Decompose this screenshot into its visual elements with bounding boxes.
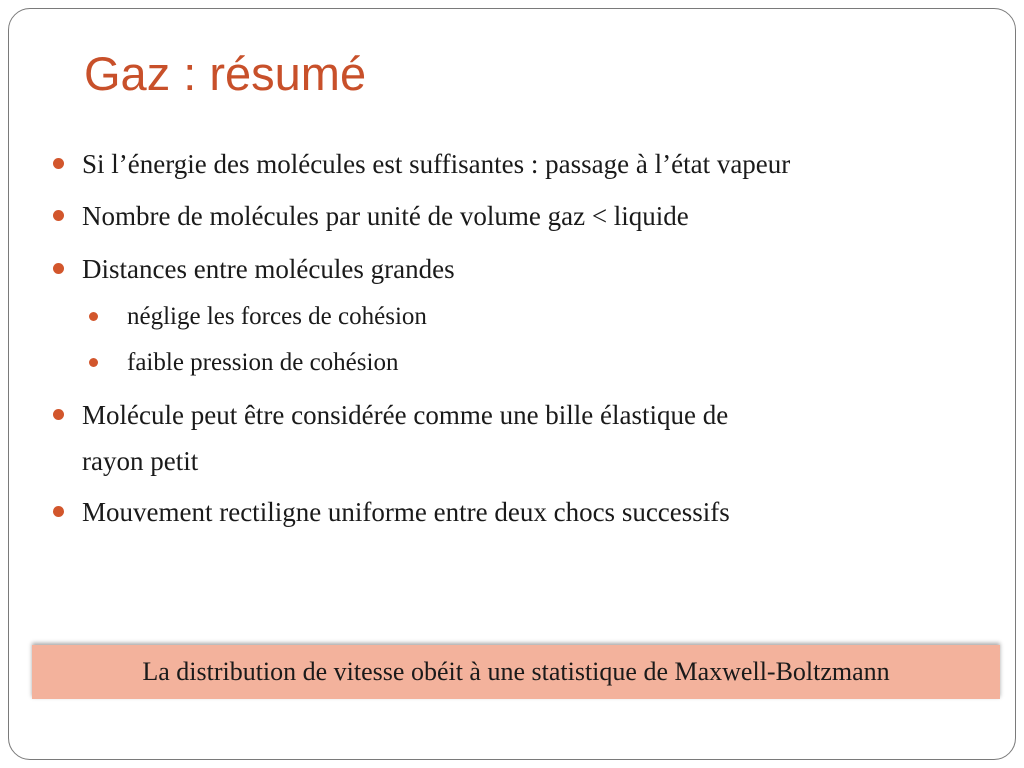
bullet-item [82,392,728,484]
bullet-icon [53,263,64,274]
bullet-icon [53,506,64,517]
bullet-item [82,193,689,239]
slide-title: Gaz : résumé [84,47,367,100]
bullet-text: Nombre de molécules par unité de volume gaz < liquide [82,201,689,231]
bullet-text: Distances entre molécules grandes [82,254,455,284]
bullet-item [82,246,455,292]
bullet-text: Si l’énergie des molécules est suffisantes : passage à l’état vapeur [82,149,791,179]
bullet-icon [53,158,64,169]
sub-bullet-item [127,343,398,383]
bullet-text-line-1: Molécule peut être considérée comme une bille élastique de [82,400,729,430]
sub-bullet-icon [89,358,98,367]
bullet-item [82,141,790,187]
callout-box: La distribution de vitesse obéit à une statistique de Maxwell-Boltzmann [32,645,1000,699]
bullet-icon [53,409,64,420]
sub-bullet-icon [89,312,98,321]
bullet-text-line-2: rayon petit [82,446,199,476]
sub-bullet-text: faible pression de cohésion [127,349,399,376]
bullet-icon [53,210,64,221]
bullet-text: Mouvement rectiligne uniforme entre deux chocs successifs [82,497,730,527]
bullet-item [82,489,730,535]
sub-bullet-text: néglige les forces de cohésion [127,303,427,330]
sub-bullet-item [127,297,427,337]
